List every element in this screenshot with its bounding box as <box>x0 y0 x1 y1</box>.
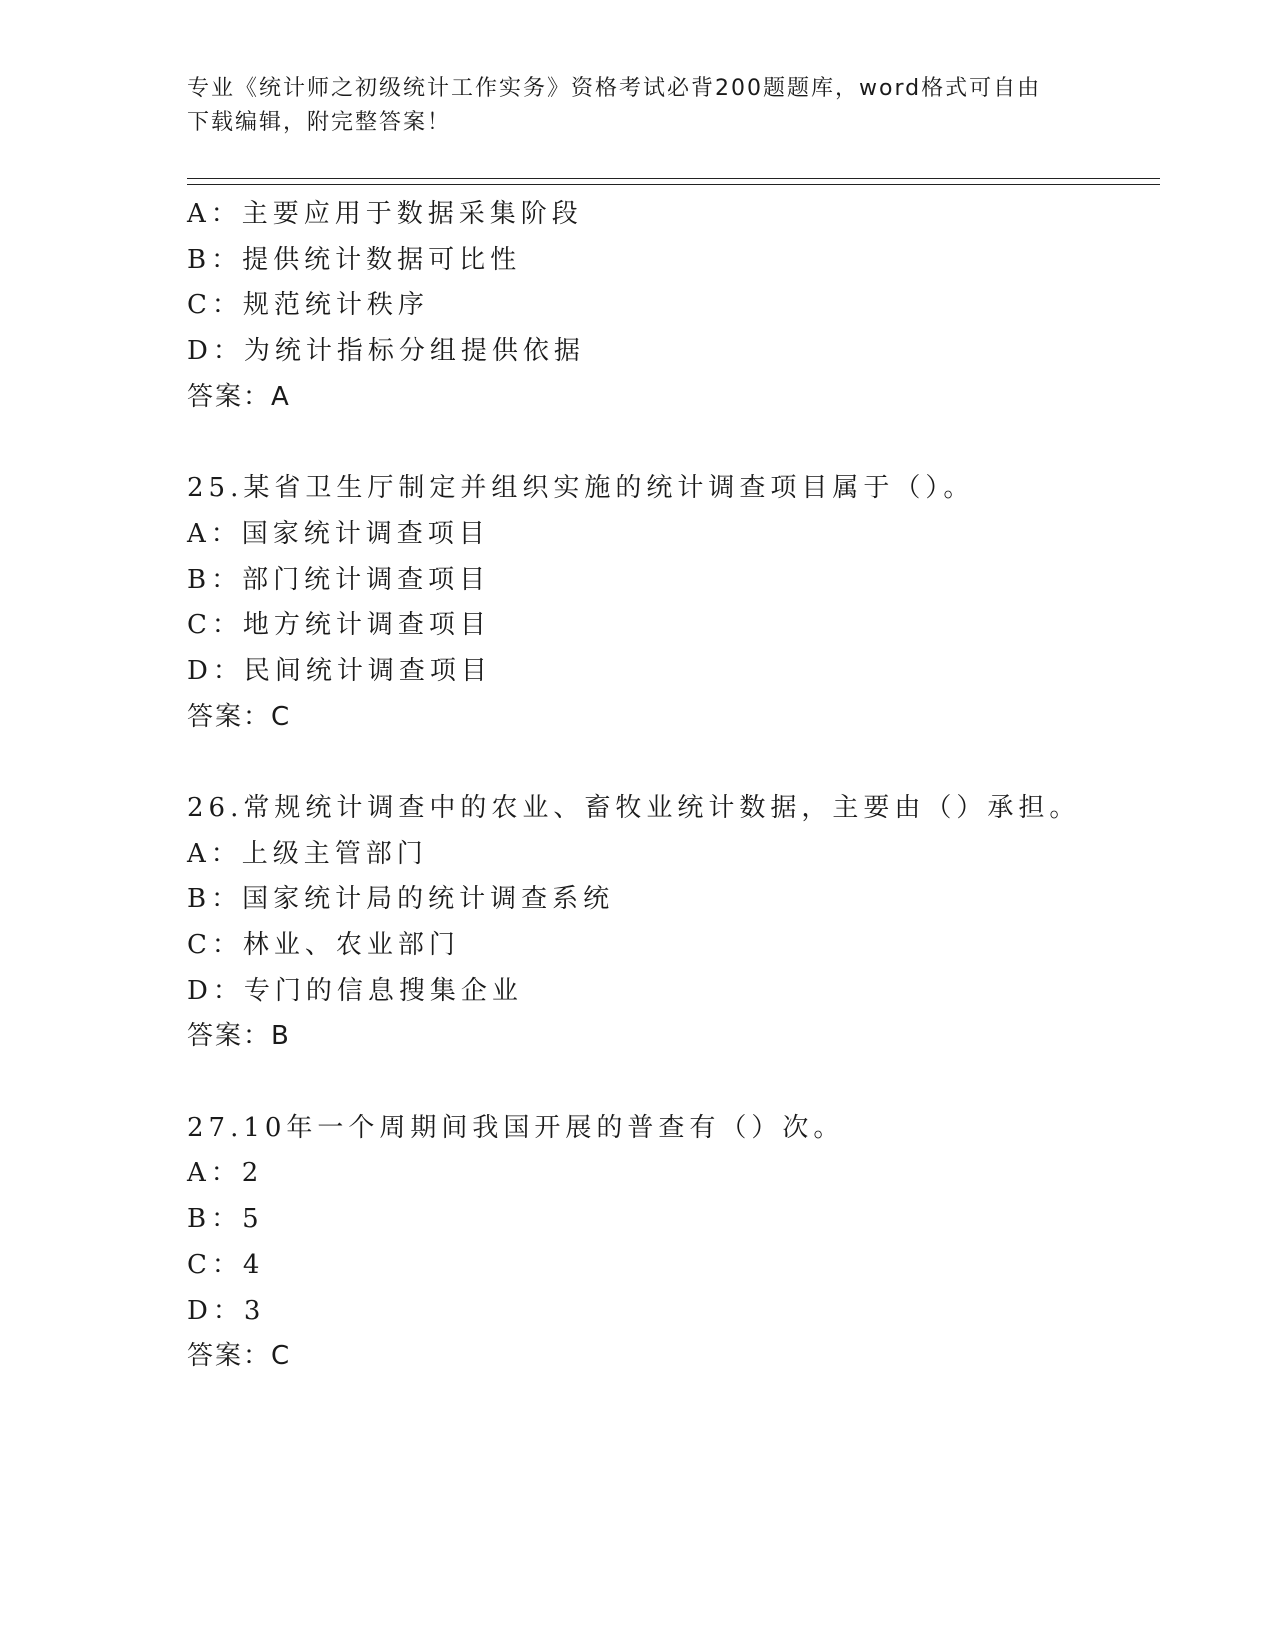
spacer <box>187 420 1147 466</box>
question-block-27 <box>187 1106 1147 1380</box>
option-d: D：为统计指标分组提供依据 <box>187 336 585 367</box>
spacer <box>187 1060 1147 1106</box>
option-c: C：地方统计调查项目 <box>187 610 491 641</box>
partial-question-block <box>187 192 1147 420</box>
option-d: D：专门的信息搜集企业 <box>187 975 523 1006</box>
answer-line: 答案：C <box>187 1341 292 1372</box>
question-block-26 <box>187 786 1147 1060</box>
option-b: B：部门统计调查项目 <box>187 564 491 595</box>
header-line-2: 下载编辑，附完整答案！ <box>187 110 452 135</box>
header-line-1: 专业《统计师之初级统计工作实务》资格考试必背200题题库，word格式可自由 <box>187 76 1042 101</box>
option-b: B：5 <box>187 1204 264 1235</box>
option-b: B：国家统计局的统计调查系统 <box>187 884 615 915</box>
option-c: C：林业、农业部门 <box>187 930 460 960</box>
option-b: B：提供统计数据可比性 <box>187 244 522 275</box>
option-a: A：上级主管部门 <box>187 838 428 869</box>
header-divider-top <box>187 178 1160 179</box>
header-divider-bottom <box>187 184 1160 185</box>
question-stem: 25.某省卫生厅制定并组织实施的统计调查项目属于（）。 <box>187 473 975 504</box>
question-stem: 26.常规统计调查中的农业、畜牧业统计数据，主要由（）承担。 <box>187 792 1081 823</box>
option-d: D：民间统计调查项目 <box>187 655 492 686</box>
option-d: D：3 <box>187 1295 266 1326</box>
answer-line: 答案：A <box>187 381 291 412</box>
question-block-25 <box>187 466 1147 740</box>
option-a: A：主要应用于数据采集阶段 <box>187 199 583 229</box>
option-c: C：4 <box>187 1249 265 1280</box>
document-header <box>187 72 1087 140</box>
option-a: A：2 <box>187 1158 264 1189</box>
question-stem: 27.10年一个周期间我国开展的普查有（）次。 <box>187 1112 845 1143</box>
answer-line: 答案：B <box>187 1021 291 1052</box>
answer-line: 答案：C <box>187 701 292 732</box>
question-list <box>187 192 1147 1380</box>
option-c: C：规范统计秩序 <box>187 290 429 321</box>
option-a: A：国家统计调查项目 <box>187 518 490 549</box>
spacer <box>187 740 1147 786</box>
